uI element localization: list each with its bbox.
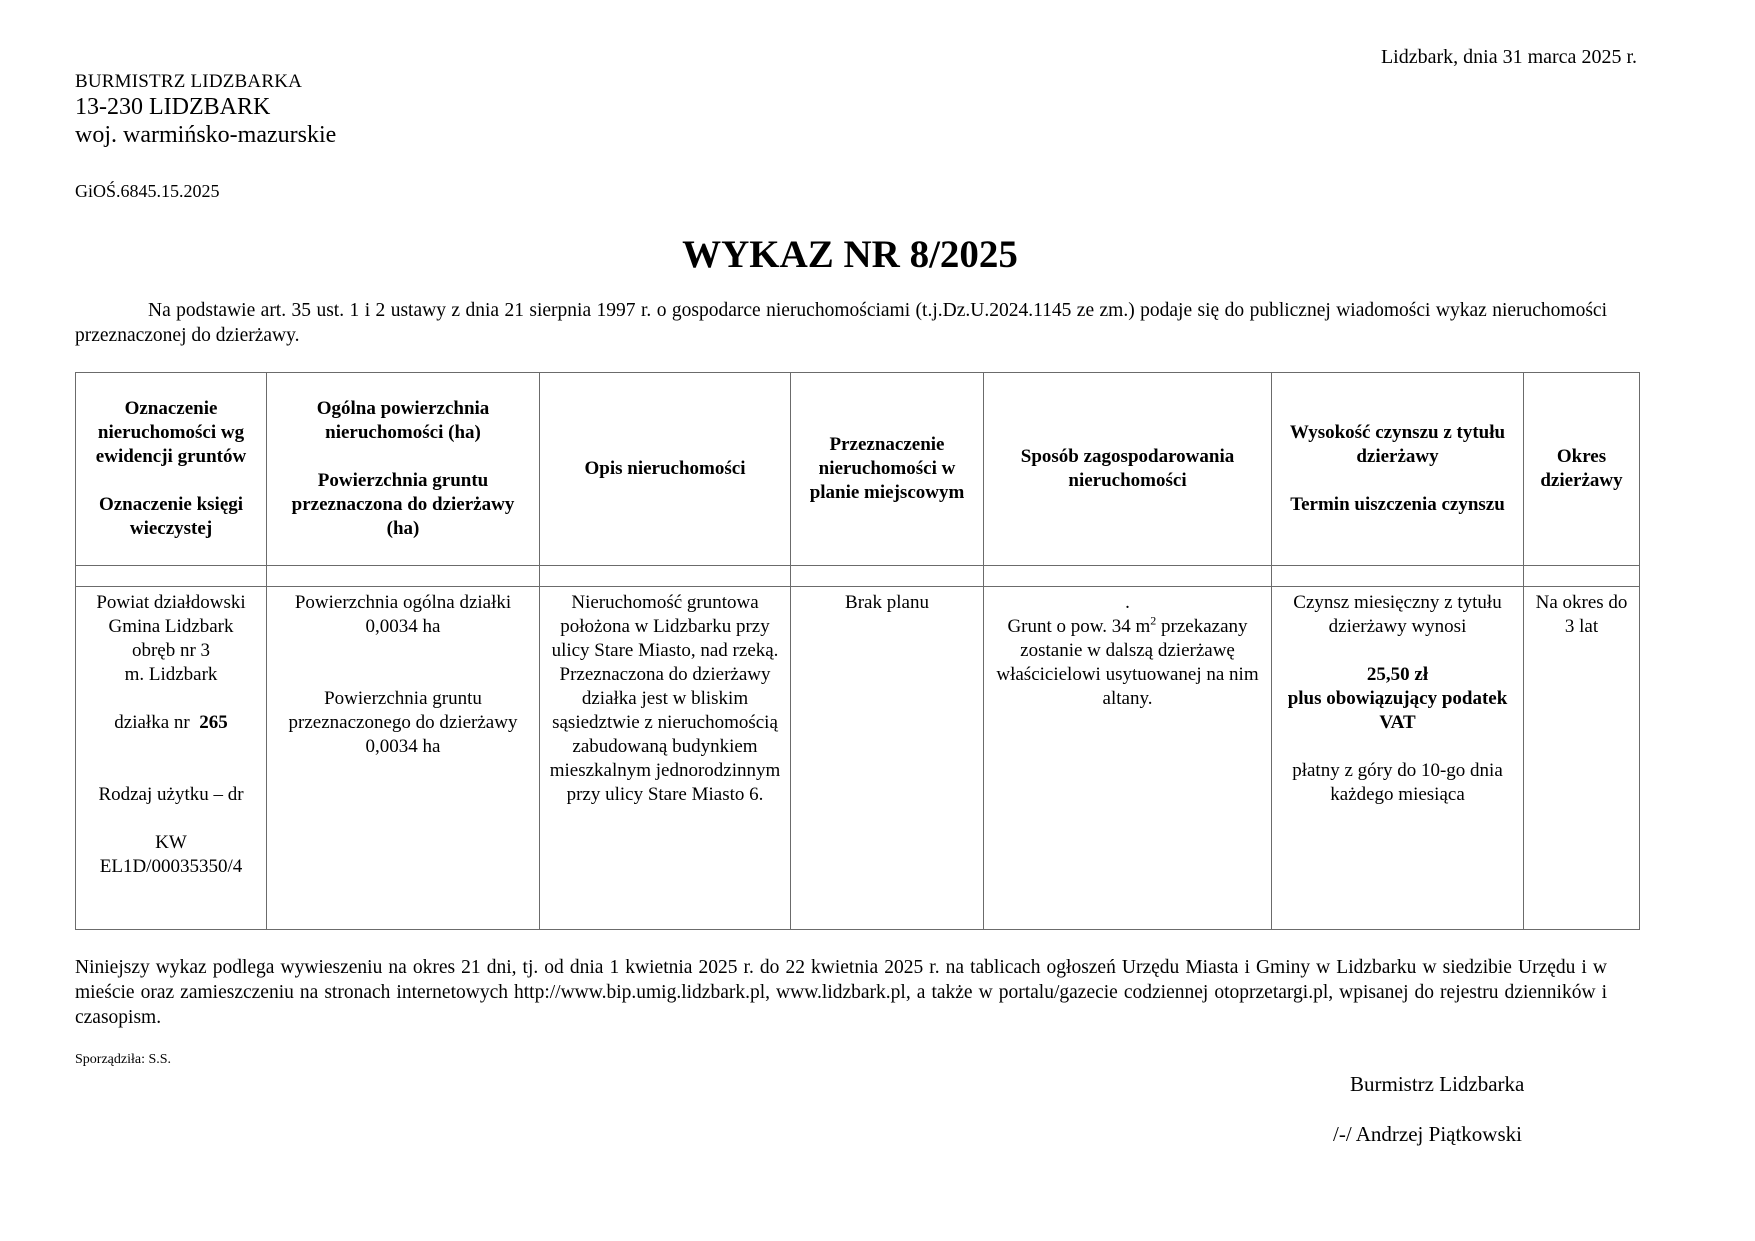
commune: Gmina Lidzbark (108, 616, 234, 637)
cell-description: Nieruchomość gruntowa położona w Lidzbarku przy ulicy Stare Miasto, nad rzeką. Przeznaczona do dzierżawy działka jest w bliskim sąsiedztwie z nieruchomością zabudowaną budynkiem mieszkalnym jednorodzinnym przy ulicy Stare Miasto 6. (540, 587, 791, 930)
plot-number-line (83, 711, 259, 735)
rent-intro: Czynsz miesięczny z tytułu dzierżawy wynosi (1293, 592, 1502, 637)
issuer-region: woj. warmińsko-mazurskie (75, 122, 337, 148)
rent-vat: plus obowiązujący podatek VAT (1287, 688, 1508, 733)
cell-land-use (984, 587, 1272, 930)
issuer-postal: 13-230 LIDZBARK (75, 94, 271, 120)
header-cell-lease-period: Okres dzierżawy (1524, 373, 1640, 566)
posting-notice: Niniejszy wykaz podlega wywieszeniu na okres 21 dni, tj. od dnia 1 kwietnia 2025 r. do 22 kwietnia 2025 r. na tablicach ogłoszeń Urzędu Miasta i Gminy w Lidzbarku w siedzibie Urzędu i w mieście oraz zamieszczeniu na stronach internetowych http://www.bip.umig.lidzbark.pl, www.lidzbark.pl, a także w portalu/gazecie codziennej otoprzetargi.pl, wpisanej do rejestru dzienników i czasopism. (75, 957, 1607, 1028)
prepared-by: Sporządziła: S.S. (75, 1052, 172, 1067)
issuer-office: BURMISTRZ LIDZBARKA (75, 71, 303, 92)
plot-number: 265 (199, 712, 228, 733)
county: Powiat działdowski (96, 592, 246, 613)
rent-amount: 25,50 zł (1366, 664, 1429, 685)
rent-due: płatny z góry do 10-go dnia każdego miesiąca (1292, 760, 1503, 805)
table-header-row (76, 373, 1640, 566)
cell-designation (76, 587, 267, 930)
land-register-label: KW (155, 832, 187, 853)
intro-paragraph: Na podstawie art. 35 ust. 1 i 2 ustawy z dnia 21 sierpnia 1997 r. o gospodarce nieruchomościami (t.j.Dz.U.2024.1145 ze zm.) podaje się do publicznej wiadomości wykaz nieruchomości przeznaczonej do dzierżawy. (75, 300, 1607, 346)
cell-lease-period: Na okres do 3 lat (1524, 587, 1640, 930)
header-total-area: Ogólna powierzchnia nieruchomości (ha) (316, 398, 490, 443)
precinct: obręb nr 3 (131, 640, 211, 661)
reference-number: GiOŚ.6845.15.2025 (75, 181, 220, 201)
land-use-type: Rodzaj użytku – dr (98, 784, 244, 805)
land-use-text-a: Grunt o pow. 34 m (1007, 616, 1151, 637)
header-cell-area (267, 373, 540, 566)
cell-rent (1272, 587, 1524, 930)
total-area: Powierzchnia ogólna działki 0,0034 ha (294, 592, 512, 637)
property-table (75, 372, 1640, 930)
land-register-number: EL1D/00035350/4 (99, 856, 243, 877)
header-cell-land-use: Sposób zagospodarowania nieruchomości (984, 373, 1272, 566)
land-use-text-b: przekazany zostanie w dalszą dzierżawę właścicielowi usytuowanej na nim altany. (996, 616, 1259, 709)
document-date: Lidzbark, dnia 31 marca 2025 r. (1380, 46, 1637, 68)
signature-name: /-/ Andrzej Piątkowski (1333, 1122, 1522, 1146)
document-title: WYKAZ NR 8/2025 (682, 233, 1018, 276)
land-use-dot: . (1125, 592, 1130, 613)
header-cell-zoning: Przeznaczenie nieruchomości w planie miejscowym (791, 373, 984, 566)
header-rent-amount: Wysokość czynszu z tytułu dzierżawy (1289, 422, 1506, 467)
header-cell-rent (1272, 373, 1524, 566)
land-use-sup: 2 (1150, 613, 1157, 628)
header-rent-due: Termin uiszczenia czynszu (1290, 494, 1505, 515)
signature-role: Burmistrz Lidzbarka (1350, 1072, 1525, 1096)
cell-area (267, 587, 540, 930)
header-lease-area: Powierzchnia gruntu przeznaczona do dzierżawy (ha) (291, 470, 515, 539)
header-cell-designation (76, 373, 267, 566)
cell-zoning: Brak planu (791, 587, 984, 930)
header-cell-description: Opis nieruchomości (540, 373, 791, 566)
plot-label: działka nr (114, 712, 190, 733)
lease-area: Powierzchnia gruntu przeznaczonego do dzierżawy 0,0034 ha (288, 688, 518, 757)
town: m. Lidzbark (124, 664, 218, 685)
header-designation-landbook: Oznaczenie księgi wieczystej (98, 494, 244, 539)
table-spacer-row (76, 566, 1640, 587)
header-designation-registry: Oznaczenie nieruchomości wg ewidencji gruntów (95, 398, 247, 467)
table-row (76, 587, 1640, 930)
